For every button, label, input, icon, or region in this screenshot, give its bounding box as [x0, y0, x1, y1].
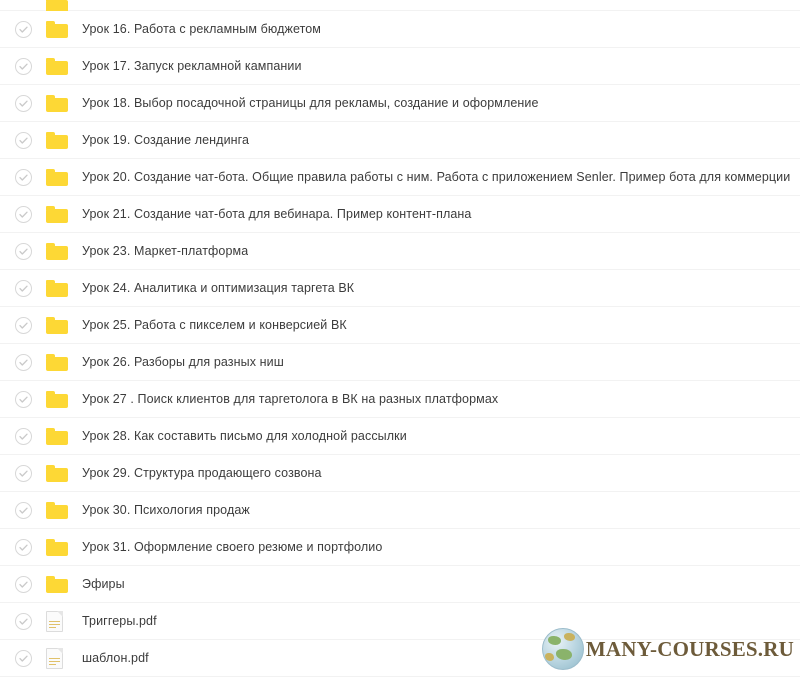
- folder-icon: [46, 317, 82, 334]
- check-circle-icon[interactable]: [15, 206, 32, 223]
- row-name[interactable]: Урок 30. Психология продаж: [82, 503, 250, 517]
- table-row[interactable]: [0, 344, 800, 381]
- table-row[interactable]: [0, 566, 800, 603]
- row-name[interactable]: Урок 17. Запуск рекламной кампании: [82, 59, 302, 73]
- check-circle-icon[interactable]: [15, 539, 32, 556]
- pdf-file-icon: [46, 611, 82, 632]
- table-row[interactable]: [0, 159, 800, 196]
- table-row[interactable]: [0, 455, 800, 492]
- row-name[interactable]: Урок 24. Аналитика и оптимизация таргета ВК: [82, 281, 355, 295]
- folder-icon: [46, 206, 82, 223]
- row-select-cell[interactable]: [0, 613, 46, 630]
- row-name[interactable]: Урок 25. Работа с пикселем и конверсией ВК: [82, 318, 347, 332]
- row-name[interactable]: Урок 19. Создание лендинга: [82, 133, 250, 147]
- watermark: [542, 628, 794, 670]
- row-select-cell[interactable]: [0, 354, 46, 371]
- check-circle-icon[interactable]: [15, 132, 32, 149]
- row-select-cell[interactable]: [0, 576, 46, 593]
- row-name[interactable]: Эфиры: [82, 577, 125, 591]
- row-select-cell[interactable]: [0, 58, 46, 75]
- table-row[interactable]: [0, 48, 800, 85]
- check-circle-icon[interactable]: [15, 21, 32, 38]
- table-row[interactable]: [0, 307, 800, 344]
- check-circle-icon[interactable]: [15, 576, 32, 593]
- check-circle-icon[interactable]: [15, 243, 32, 260]
- row-name[interactable]: Урок 27 . Поиск клиентов для таргетолога в ВК на разных платформах: [82, 392, 499, 406]
- row-select-cell[interactable]: [0, 650, 46, 667]
- folder-icon: [46, 465, 82, 482]
- row-select-cell[interactable]: [0, 21, 46, 38]
- pdf-file-icon: [46, 648, 82, 669]
- check-circle-icon[interactable]: [15, 391, 32, 408]
- row-name[interactable]: Урок 20. Создание чат-бота. Общие правила работы с ним. Работа с приложением Senler. Пример бота для коммерции: [82, 170, 791, 184]
- row-name[interactable]: Урок 26. Разборы для разных ниш: [82, 355, 284, 369]
- row-select-cell[interactable]: [0, 132, 46, 149]
- folder-icon: [46, 354, 82, 371]
- row-select-cell[interactable]: [0, 280, 46, 297]
- check-circle-icon[interactable]: [15, 95, 32, 112]
- row-name[interactable]: Урок 21. Создание чат-бота для вебинара. Пример контент-плана: [82, 207, 472, 221]
- table-row[interactable]: [0, 233, 800, 270]
- row-select-cell[interactable]: [0, 206, 46, 223]
- folder-icon: [46, 428, 82, 445]
- folder-icon: [46, 58, 82, 75]
- row-name[interactable]: шаблон.pdf: [82, 651, 149, 665]
- table-row[interactable]: [0, 418, 800, 455]
- table-row[interactable]: [0, 270, 800, 307]
- row-select-cell[interactable]: [0, 428, 46, 445]
- row-name[interactable]: Урок 28. Как составить письмо для холодной рассылки: [82, 429, 407, 443]
- row-name[interactable]: Урок 23. Маркет-платформа: [82, 244, 249, 258]
- folder-icon: [46, 169, 82, 186]
- check-circle-icon[interactable]: [15, 354, 32, 371]
- folder-icon: [46, 280, 82, 297]
- row-select-cell[interactable]: [0, 465, 46, 482]
- check-circle-icon[interactable]: [15, 317, 32, 334]
- row-select-cell[interactable]: [0, 502, 46, 519]
- row-select-cell[interactable]: [0, 95, 46, 112]
- row-name[interactable]: Урок 29. Структура продающего созвона: [82, 466, 322, 480]
- folder-icon: [46, 391, 82, 408]
- folder-icon: [46, 132, 82, 149]
- table-row[interactable]: [0, 381, 800, 418]
- folder-icon: [46, 21, 82, 38]
- row-name[interactable]: Триггеры.pdf: [82, 614, 157, 628]
- folder-icon: [46, 502, 82, 519]
- check-circle-icon[interactable]: [15, 613, 32, 630]
- folder-icon: [46, 539, 82, 556]
- check-circle-icon[interactable]: [15, 58, 32, 75]
- check-circle-icon[interactable]: [15, 502, 32, 519]
- check-circle-icon[interactable]: [15, 650, 32, 667]
- check-circle-icon[interactable]: [15, 465, 32, 482]
- table-row[interactable]: [0, 196, 800, 233]
- row-select-cell[interactable]: [0, 243, 46, 260]
- check-circle-icon[interactable]: [15, 428, 32, 445]
- row-select-cell[interactable]: [0, 169, 46, 186]
- table-row[interactable]: [0, 492, 800, 529]
- folder-icon: [46, 95, 82, 112]
- watermark-text: MANY-COURSES.RU: [585, 636, 794, 661]
- table-row[interactable]: [0, 122, 800, 159]
- folder-icon: [46, 576, 82, 593]
- row-select-cell[interactable]: [0, 317, 46, 334]
- row-select-cell[interactable]: [0, 539, 46, 556]
- check-circle-icon[interactable]: [15, 169, 32, 186]
- globe-icon: [542, 628, 584, 670]
- row-name[interactable]: Урок 18. Выбор посадочной страницы для рекламы, создание и оформление: [82, 96, 539, 110]
- table-row[interactable]: [0, 0, 800, 11]
- table-row[interactable]: [0, 11, 800, 48]
- row-name[interactable]: Урок 31. Оформление своего резюме и портфолио: [82, 540, 383, 554]
- table-row[interactable]: [0, 85, 800, 122]
- table-row[interactable]: [0, 529, 800, 566]
- row-select-cell[interactable]: [0, 391, 46, 408]
- row-name[interactable]: Урок 16. Работа с рекламным бюджетом: [82, 22, 322, 36]
- check-circle-icon[interactable]: [15, 280, 32, 297]
- folder-icon: [46, 243, 82, 260]
